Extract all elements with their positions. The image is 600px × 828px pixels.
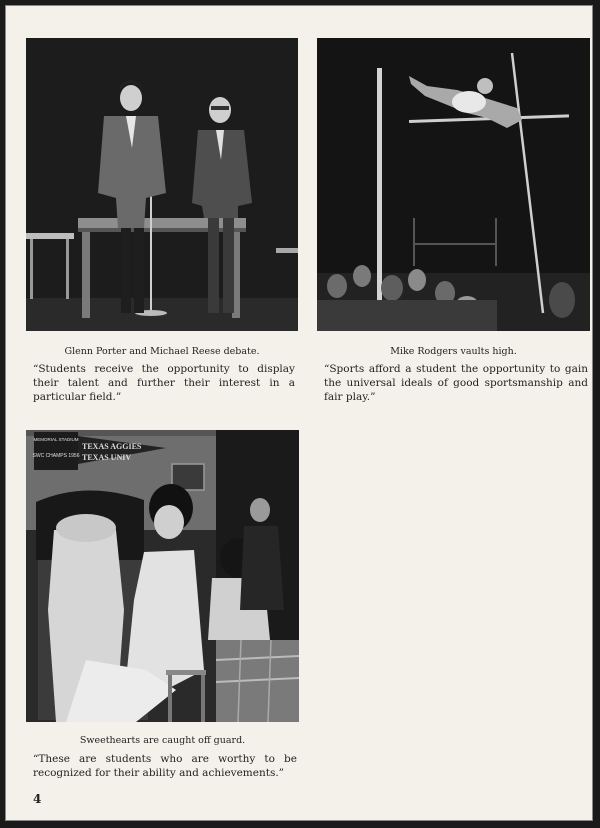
pole-vault-caption: Mike Rodgers vaults high. xyxy=(390,346,517,357)
pennant-line1-text: TEXAS AGGIES xyxy=(82,442,142,451)
debate-quote: “Students receive the opportunity to display their talent and further their interest in a particular field.” xyxy=(33,363,295,403)
pennant-line2-text: TEXAS UNIV xyxy=(82,453,132,462)
pole-vault-quote: “Sports afford a student the opportunity to gain the universal ideals of good sportsmanship and fair play.” xyxy=(324,363,588,403)
sweethearts-photo xyxy=(26,430,299,722)
pole-vault-photo xyxy=(317,38,590,331)
yearbook-page xyxy=(5,5,593,821)
pennant-champs-text: SWC CHAMPS 1956 xyxy=(32,453,80,459)
debate-photo xyxy=(26,38,298,331)
debate-caption: Glenn Porter and Michael Reese debate. xyxy=(64,346,260,357)
sweethearts-quote: “These are students who are worthy to be recognized for their ability and achievements.” xyxy=(33,753,297,779)
page-number: 4 xyxy=(33,792,42,806)
sweethearts-caption: Sweethearts are caught off guard. xyxy=(79,735,246,746)
pennant-stadium-text: MEMORIAL STADIUM xyxy=(33,437,79,442)
